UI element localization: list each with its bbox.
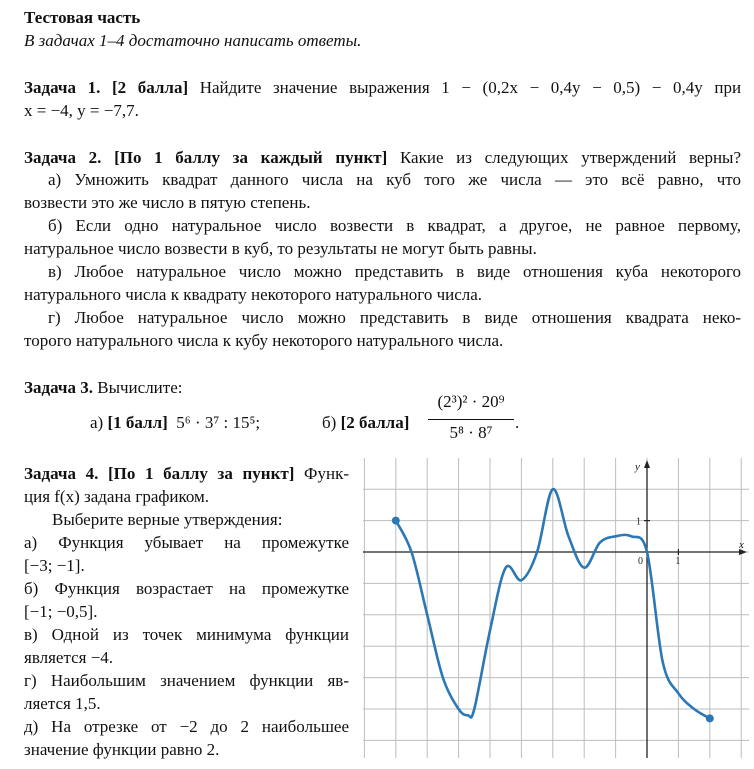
- y-unit-label: 1: [636, 516, 641, 528]
- section-subtitle: В задачах 1–4 достаточно написать ответы.: [24, 31, 362, 50]
- task4-item-a-l1: а) Функция убывает на промежутке: [24, 533, 349, 552]
- task4-item-d-l1: г) Наибольшим значением функции яв-: [24, 671, 349, 690]
- task3-part-b: [322, 411, 409, 434]
- task3-b-denominator: 5⁸ · 8⁷: [449, 423, 493, 442]
- task1-expr: 1 − (0,2x − 0,4y − 0,5) − 0,4y при: [441, 78, 742, 97]
- task2-item-b-line1: б) Если одно натуральное число возвести в квадрат, а другое, не равное первому,: [48, 216, 741, 235]
- task3-label: Задача 3.: [24, 378, 93, 397]
- task4-intro-l1: Функ-: [304, 464, 349, 483]
- axes: [363, 460, 747, 758]
- task2-points: [По 1 баллу за каждый пункт]: [114, 148, 388, 167]
- task3-b-end: .: [515, 413, 520, 432]
- task2-question: Какие из следующих утверждений верны?: [399, 148, 742, 167]
- task4-item-d-l2: ляется 1,5.: [24, 694, 101, 713]
- origin-label: 0: [638, 556, 643, 567]
- task3-b-numerator: (2³)² · 20⁹: [437, 392, 505, 411]
- task3-part-a: [90, 411, 260, 434]
- task3-b-label: б): [322, 413, 337, 432]
- task2-item-c-line2: натурального числа к квадрату некоторого натурального числа.: [24, 285, 483, 304]
- curve-end-point: [706, 714, 714, 722]
- task2-item-c-line1: в) Любое натуральное число можно представить в виде отношения куба некоторого: [48, 262, 741, 281]
- x-unit-label: 1: [675, 556, 681, 567]
- curve-start-point: [392, 517, 400, 525]
- task2-label: Задача 2.: [24, 148, 102, 167]
- task4-item-b-l1: б) Функция возрастает на промежутке: [24, 579, 349, 598]
- task1-line1: [24, 76, 741, 99]
- task4-heading: [24, 462, 349, 485]
- task3-b-points: [2 балла]: [340, 413, 410, 432]
- task2-item-d-line2: торого натурального числа к кубу некоторого натурального числа.: [24, 331, 504, 350]
- task4-item-e-l2: значение функции равно 2.: [24, 740, 220, 759]
- task3-a-label: а): [90, 413, 104, 432]
- section-title: Тестовая часть: [24, 8, 141, 27]
- grid: [363, 458, 749, 758]
- task4-item-e-l1: д) На отрезке от −2 до 2 наибольшее: [24, 717, 349, 736]
- task1-text: Найдите значение выражения: [199, 78, 430, 97]
- task2-item-b-line2: натуральное число возвести в куб, то результаты не могут быть равны.: [24, 239, 537, 258]
- task3-a-expr: 5⁶ · 3⁷ : 15⁵;: [176, 413, 261, 432]
- task4-label: Задача 4.: [24, 464, 99, 483]
- fraction-bar: [428, 419, 514, 420]
- task2-heading: [24, 146, 741, 169]
- task1-line2: x = −4, y = −7,7.: [24, 101, 139, 120]
- task3-a-points: [1 балл]: [107, 413, 168, 432]
- y-axis-label: y: [635, 461, 640, 473]
- task1-label: Задача 1.: [24, 78, 101, 97]
- task4-intro-l2: ция f(x) задана графиком.: [24, 487, 210, 506]
- task4-prompt: Выберите верные утверждения:: [52, 510, 283, 529]
- task2-item-a-line2: возвести это же число в пятую степень.: [24, 193, 311, 212]
- y-axis-arrow: [644, 460, 650, 468]
- task3-text: Вычислите:: [97, 378, 183, 397]
- task2-item-a-line1: а) Умножить квадрат данного числа на куб того же числа — это всё равно, что: [48, 170, 741, 189]
- function-graph: [363, 458, 749, 758]
- task4-points: [По 1 баллу за пункт]: [108, 464, 295, 483]
- task3-heading: [24, 376, 182, 399]
- task4-item-a-l2: [−3; −1].: [24, 556, 85, 575]
- task4-item-c-l1: в) Одной из точек минимума функции: [24, 625, 349, 644]
- x-axis-label: x: [739, 539, 744, 551]
- task4-item-b-l2: [−1; −0,5].: [24, 602, 98, 621]
- task4-item-c-l2: является −4.: [24, 648, 114, 667]
- task1-points: [2 балла]: [111, 78, 189, 97]
- task2-item-d-line1: г) Любое натуральное число можно представить в виде отношения квадрата неко-: [48, 308, 741, 327]
